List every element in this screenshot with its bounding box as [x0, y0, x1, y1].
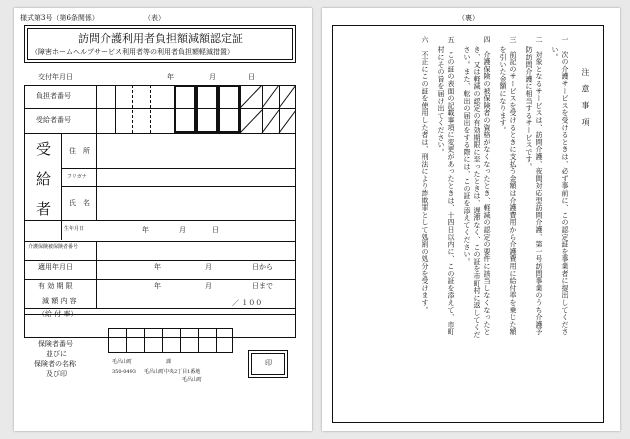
valid-until-label: 有 効 期 限: [38, 282, 73, 290]
insured-no-label: 負担者番号: [36, 92, 71, 100]
apply-year-unit: 年: [154, 263, 161, 271]
address-label: 住 所: [69, 147, 90, 155]
insurer-town: 毛呂山町: [182, 377, 203, 383]
form-code: 様式第3号（第6条関係）: [20, 14, 99, 22]
note-item-4-cont-2: さい。また、転出の届出をする際には、この証を添えてください。: [463, 46, 471, 265]
note-item-3-cont: を引いた金額になります。: [499, 46, 507, 134]
issue-year-unit: 年: [167, 73, 174, 81]
birthdate-label: 生年月日: [64, 226, 85, 232]
name-label: 氏 名: [69, 199, 90, 207]
insurer-label-3: 保険者の名称: [34, 360, 76, 368]
valid-until-suffix: 日まで: [252, 282, 273, 290]
form-title: 訪問介護利用者負担額減額認定証: [78, 32, 243, 45]
insurer-postcode: 350-0493: [112, 369, 136, 375]
insurer-section: 課: [166, 359, 172, 365]
note-item-5: 五 この証の表面の記載事項に変更があったときは、十四日以内に、この証を添えて、市町: [447, 36, 455, 336]
apply-month-unit: 月: [205, 263, 212, 271]
issue-month-unit: 月: [209, 73, 216, 81]
front-side-label: （表）: [144, 14, 165, 22]
birth-month-unit: 月: [179, 226, 186, 234]
apply-from-suffix: 日から: [252, 263, 273, 271]
birth-day-unit: 日: [212, 226, 219, 234]
note-item-2: 二 対象となるサービスは、訪問介護、夜間対応型訪問介護、第一号訪問事業のうち介護予: [535, 36, 543, 336]
note-item-4-cont-1: き、又は軽減の認定の有効期限に至ったときは、遅滞なく、この証を市町村に返してくだ: [473, 46, 481, 338]
note-item-3: 三 前記のサービスを受けるときに支払う金額は介護費用から介護費用に給付率を乗じた額: [509, 36, 517, 336]
insurer-label-1: 保険者番号: [38, 340, 73, 348]
valid-year-unit: 年: [154, 282, 161, 290]
back-side-label: （裏）: [458, 14, 479, 22]
form-subtitle: （障害ホームヘルプサービス利用者等の利用者負担額軽減措置）: [31, 48, 234, 56]
note-item-1: 一 次の介護サービスを受けるときは、必ず事前に、この認定証を事業者に提出してくださ: [561, 36, 569, 336]
struck-cells: [240, 85, 296, 133]
birth-year-unit: 年: [142, 226, 149, 234]
reduction-label-1: 減 額 内 容: [42, 297, 77, 305]
insurance-no-label: 介護保険被保険者番号: [28, 244, 79, 250]
reduction-value: ／ １００: [232, 299, 263, 307]
insurer-label-4: 及び印: [46, 370, 67, 378]
recipient-char-1: 受: [36, 140, 52, 158]
recipient-char-3: 者: [36, 200, 52, 218]
reduction-label-2: （給 付 率）: [38, 310, 78, 318]
valid-month-unit: 月: [205, 282, 212, 290]
seal-label: 印: [265, 359, 272, 367]
issue-date-label: 交付年月日: [38, 73, 73, 81]
recipient-no-label: 受給者番号: [36, 116, 71, 124]
notes-heading: 注 意 事 項: [581, 68, 590, 127]
insurer-name: 毛呂山町: [112, 359, 133, 365]
note-item-4: 四 介護保険の被保険者の資格がなくなったとき、軽減の認定の要件に該当しなくなったと: [483, 36, 491, 336]
insurer-label-2: 並びに: [46, 350, 67, 358]
note-item-2-cont: 防訪問介護に相当するサービスです。: [525, 46, 533, 171]
furigana-label: フリガナ: [67, 174, 87, 180]
insurer-address: 毛呂山町中央2丁目1番地: [144, 369, 201, 375]
recipient-char-2: 給: [36, 170, 52, 188]
front-page: [14, 8, 312, 431]
issue-day-unit: 日: [248, 73, 255, 81]
note-item-1-cont: い。: [551, 46, 559, 61]
apply-date-label: 適用年月日: [38, 263, 73, 271]
note-item-6: 六 不正にこの証を使用した者は、刑法により詐欺罪として処罰の処分を受けます。: [421, 36, 429, 314]
note-item-5-cont: 村にその旨を届け出てください。: [437, 46, 445, 156]
back-page: [322, 8, 620, 431]
